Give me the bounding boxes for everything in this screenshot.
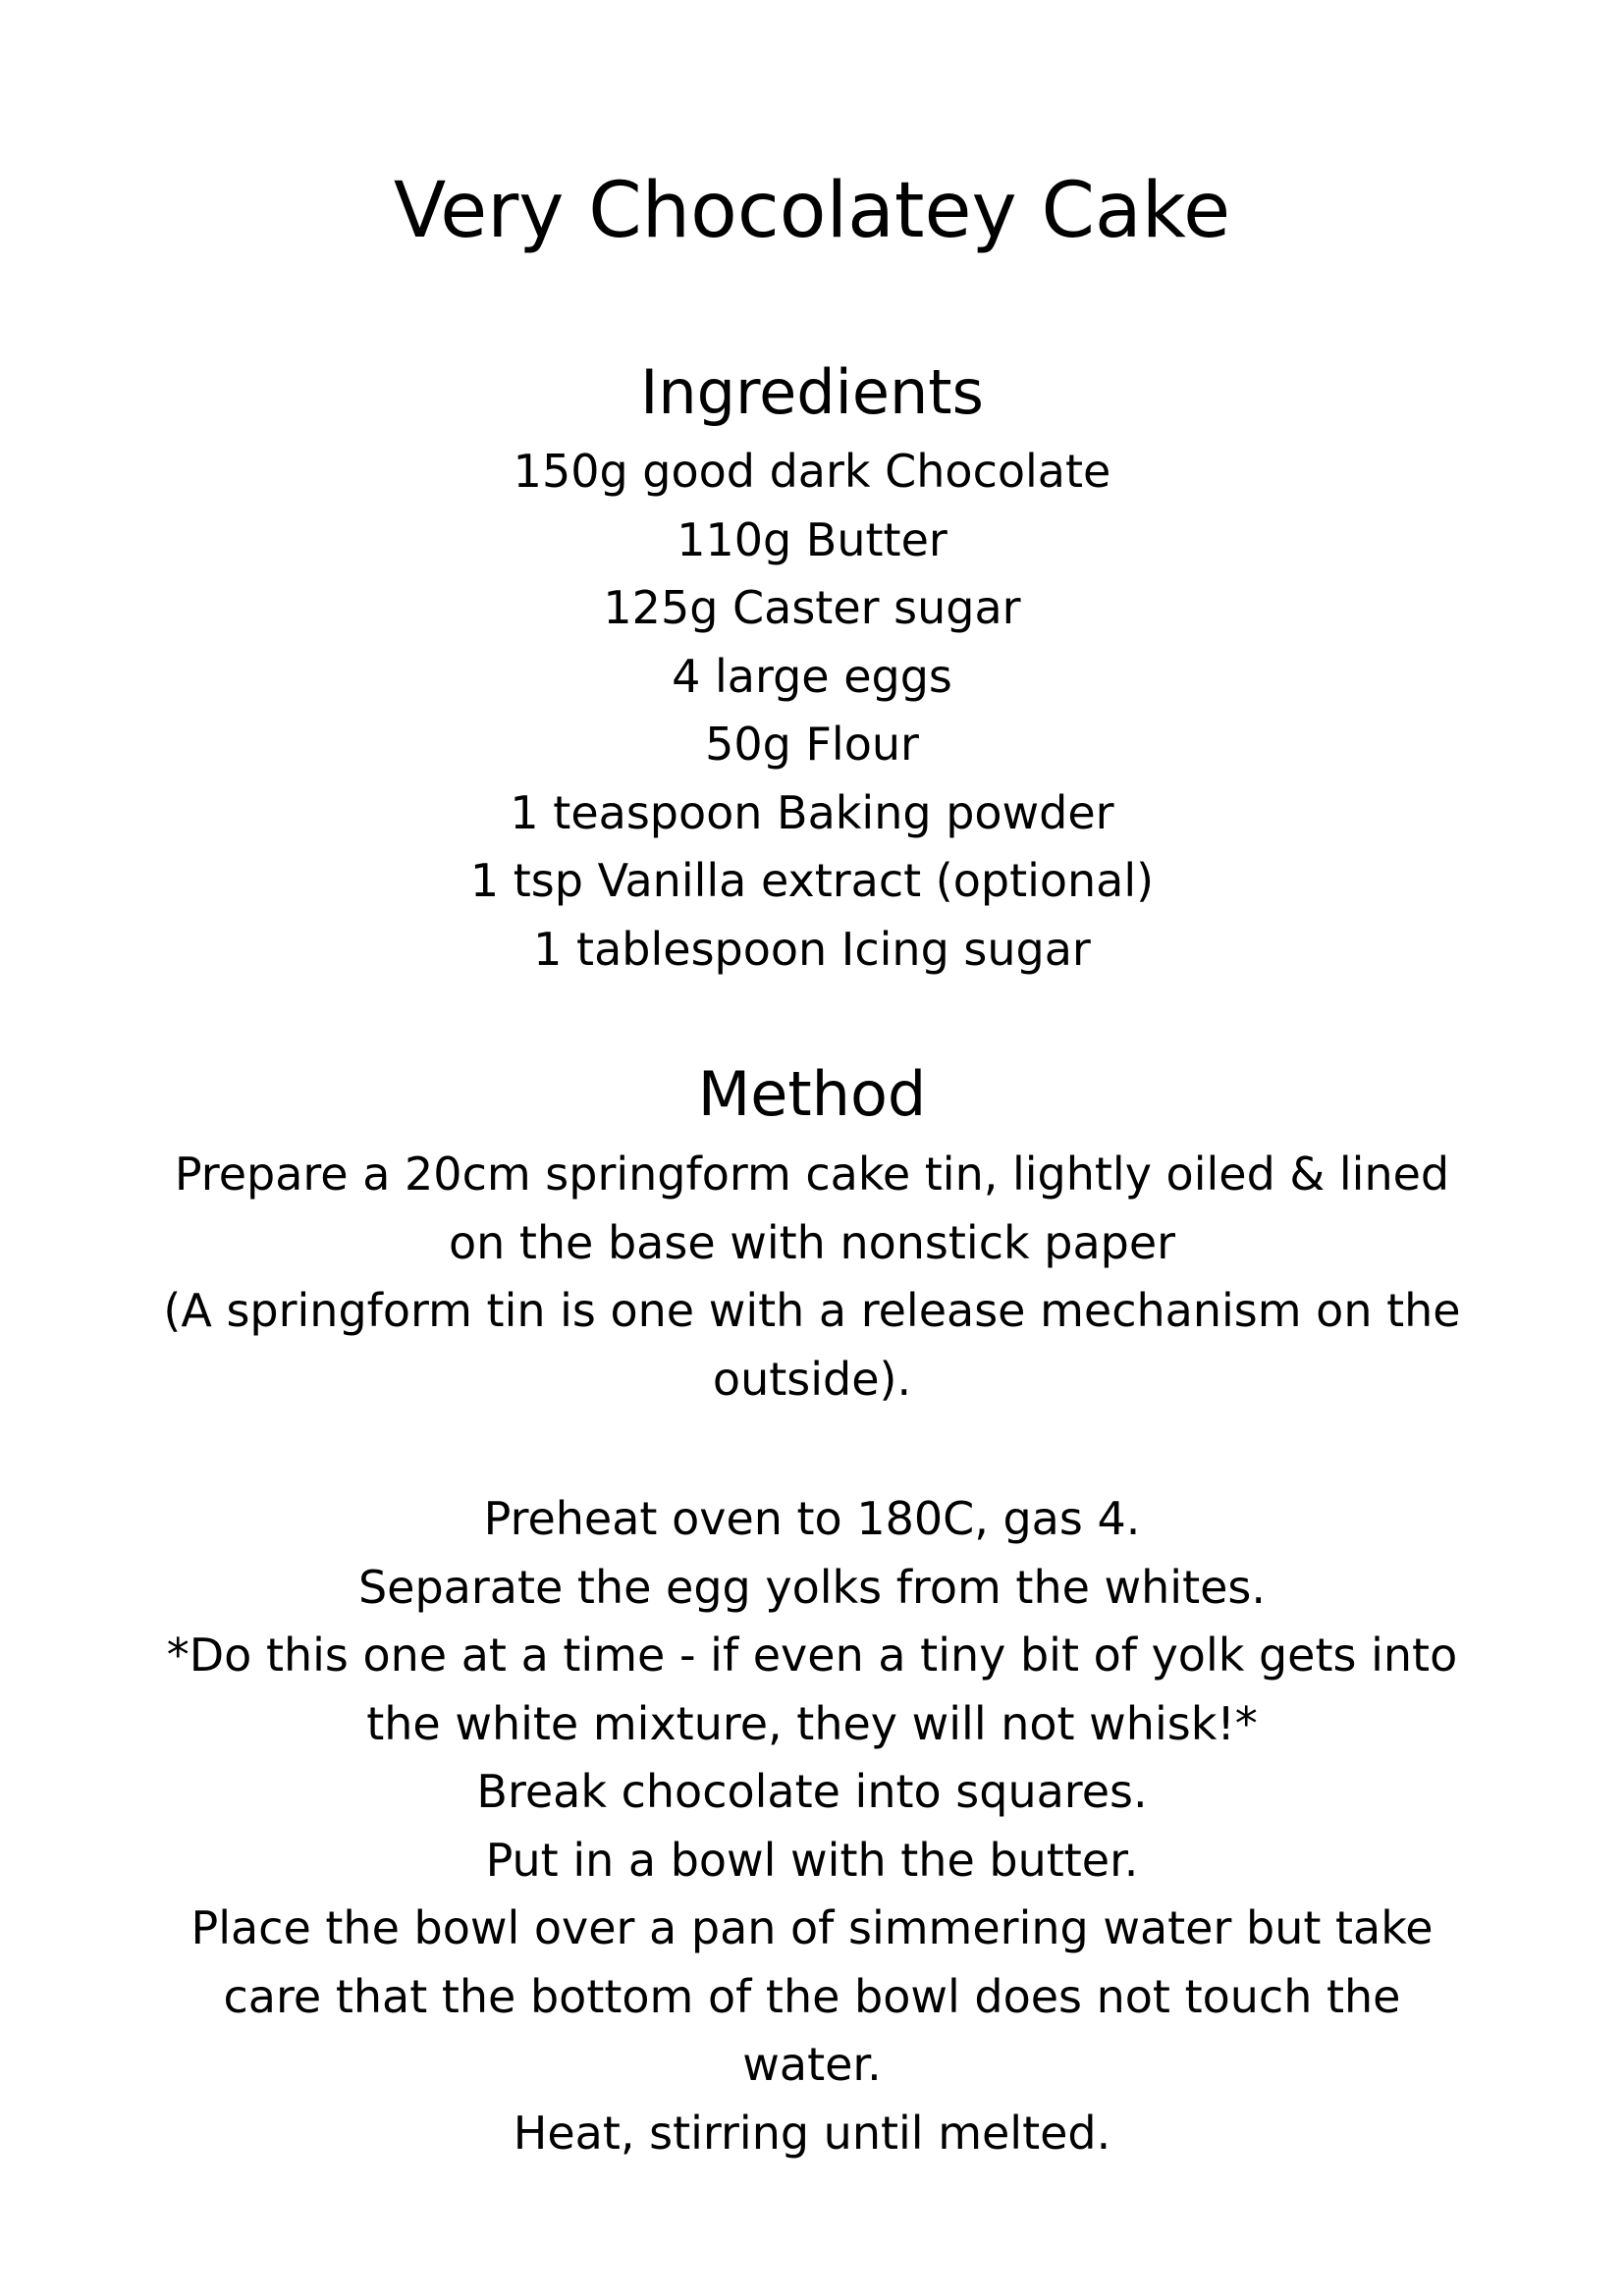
method-step: Break chocolate into squares. <box>476 1765 1148 1818</box>
recipe-title: Very Chocolatey Cake <box>393 167 1231 255</box>
method-step: Heat, stirring until melted. <box>513 2106 1111 2160</box>
method-intro-paragraph: Prepare a 20cm springform cake tin, lightly oiled & lined on the base with nonstick paper <box>174 1148 1450 1269</box>
ingredient-item: 4 large eggs <box>672 649 952 703</box>
method-steps <box>147 1485 1477 2167</box>
ingredient-item: 125g Caster sugar <box>603 581 1021 634</box>
ingredient-item: 1 tablespoon Icing sugar <box>533 922 1091 976</box>
method-intro-note: (A springform tin is one with a release mechanism on the outside). <box>163 1284 1461 1406</box>
method-step: Preheat oven to 180C, gas 4. <box>483 1492 1141 1545</box>
ingredients-heading: Ingredients <box>640 356 984 428</box>
ingredient-item: 50g Flour <box>705 718 919 771</box>
ingredient-item: 110g Butter <box>677 512 947 566</box>
method-step: Put in a bowl with the butter. <box>485 1833 1139 1887</box>
ingredients-list <box>0 438 1624 984</box>
ingredient-item: 1 teaspoon Baking powder <box>510 785 1114 839</box>
method-step: Separate the egg yolks from the whites. <box>357 1560 1267 1614</box>
ingredient-item: 1 tsp Vanilla extract (optional) <box>469 854 1155 907</box>
method-heading: Method <box>697 1058 927 1130</box>
ingredient-item: 150g good dark Chocolate <box>513 445 1111 498</box>
method-step: Place the bowl over a pan of simmering water but take care that the bottom of the bowl does not touch the water. <box>190 1901 1434 2091</box>
method-intro <box>147 1141 1477 1414</box>
method-step-warning: *Do this one at a time - if even a tiny bit of yolk gets into the white mixture, they will not whisk!* <box>166 1629 1458 1750</box>
